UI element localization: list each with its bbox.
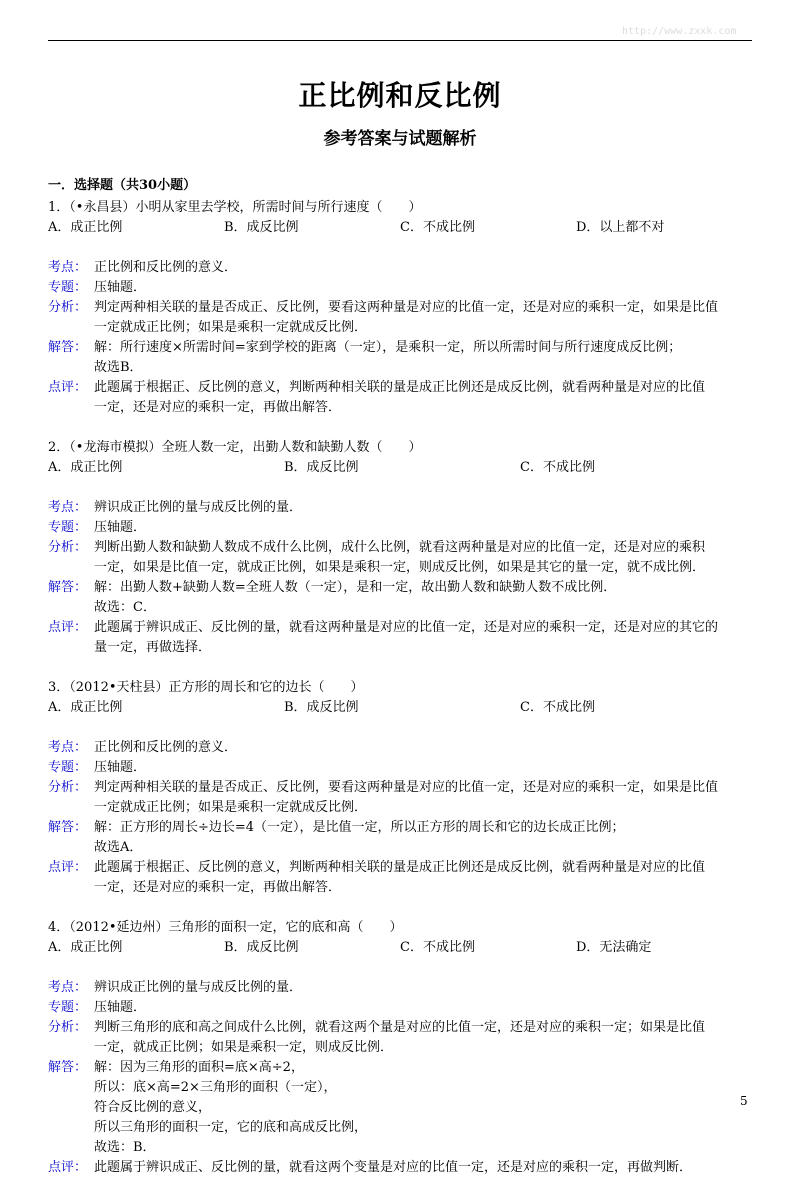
answer-option: C．不成比例 — [520, 460, 595, 475]
test-point-label: 考点： — [48, 260, 88, 275]
commentary-row — [48, 618, 754, 658]
page-number: 5 — [740, 1094, 748, 1108]
commentary-label: 点评： — [48, 380, 88, 395]
solution-line: 符合反比例的意义， — [94, 1100, 212, 1115]
answer-analysis — [48, 978, 754, 1178]
solution-line: 故选A． — [94, 840, 143, 855]
question-4 — [48, 918, 754, 1178]
answer-option: C．不成比例 — [400, 220, 475, 235]
test-point-label: 考点： — [48, 740, 88, 755]
analysis-line: 一定，就成正比例；如果是乘积一定，则成反比例． — [94, 1040, 394, 1055]
solution-row — [48, 818, 754, 858]
answer-analysis — [48, 738, 754, 898]
analysis-row — [48, 538, 754, 578]
solution-line: 解：正方形的周长÷边长=4（一定），是比值一定，所以正方形的周长和它的边长成正比例； — [94, 820, 625, 835]
test-point-text: 正比例和反比例的意义． — [94, 740, 238, 755]
commentary-line: 一定，还是对应的乘积一定，再做出解答． — [94, 400, 342, 415]
commentary-label: 点评： — [48, 1160, 88, 1175]
analysis-label: 分析： — [48, 540, 88, 555]
question-list — [48, 198, 754, 1178]
solution-text — [94, 578, 754, 618]
answer-options — [48, 218, 754, 238]
test-point-text: 辨识成正比例的量与成反比例的量． — [94, 500, 303, 515]
commentary-line: 量一定，再做选择． — [94, 640, 212, 655]
solution-text — [94, 1058, 754, 1158]
commentary-label: 点评： — [48, 860, 88, 875]
commentary-text — [94, 1158, 754, 1178]
topic-row — [48, 518, 754, 538]
analysis-line: 一定就成正比例；如果是乘积一定就成反比例． — [94, 800, 368, 815]
test-point-row — [48, 258, 754, 278]
test-point-text: 辨识成正比例的量与成反比例的量． — [94, 980, 303, 995]
topic-text: 压轴题． — [94, 280, 147, 295]
commentary-text — [94, 858, 754, 898]
topic-label: 专题： — [48, 520, 88, 535]
solution-label: 解答： — [48, 1060, 88, 1075]
question-stem: 1．（•永昌县）小明从家里去学校，所需时间与所行速度（ ） — [48, 200, 422, 215]
solution-row — [48, 1058, 754, 1158]
commentary-row — [48, 1158, 754, 1178]
analysis-line: 一定就成正比例；如果是乘积一定就成反比例． — [94, 320, 368, 335]
analysis-line: 判定两种相关联的量是否成正、反比例，要看这两种量是对应的比值一定，还是对应的乘积一定，如果是比值 — [94, 780, 719, 795]
solution-line: 解：因为三角形的面积=底×高÷2， — [94, 1060, 304, 1075]
topic-text: 压轴题． — [94, 520, 147, 535]
section-heading: 一．选择题（共30小题） — [48, 178, 197, 193]
analysis-label: 分析： — [48, 780, 88, 795]
answer-option: B．成反比例 — [224, 940, 299, 955]
answer-option: D．以上都不对 — [576, 220, 665, 235]
commentary-text — [94, 378, 754, 418]
content — [48, 176, 754, 1198]
solution-line: 故选B． — [94, 360, 143, 375]
analysis-line: 判断三角形的底和高之间成什么比例，就看这两个量是对应的比值一定，还是对应的乘积一定；如果是比值 — [94, 1020, 706, 1035]
commentary-line: 一定，还是对应的乘积一定，再做出解答． — [94, 880, 342, 895]
analysis-row — [48, 778, 754, 818]
test-point-row — [48, 738, 754, 758]
answer-option: A．成正比例 — [48, 940, 123, 955]
page-subtitle: 参考答案与试题解析 — [323, 129, 477, 149]
answer-option: B．成反比例 — [284, 700, 359, 715]
commentary-line: 此题属于辨识成正、反比例的量，就看这两种量是对应的比值一定，还是对应的乘积一定，还是对应的其它的 — [94, 620, 719, 635]
analysis-line: 一定，如果是比值一定，就成正比例，如果是乘积一定，则成反比例，如果是其它的量一定，就不成比例． — [94, 560, 706, 575]
test-point-label: 考点： — [48, 980, 88, 995]
solution-label: 解答： — [48, 340, 88, 355]
analysis-line: 判定两种相关联的量是否成正、反比例，要看这两种量是对应的比值一定，还是对应的乘积一定，如果是比值 — [94, 300, 719, 315]
answer-analysis — [48, 258, 754, 418]
answer-options — [48, 698, 754, 718]
solution-row — [48, 338, 754, 378]
test-point-row — [48, 498, 754, 518]
question-stem: 2．（•龙海市模拟）全班人数一定，出勤人数和缺勤人数（ ） — [48, 440, 422, 455]
answer-option: B．成反比例 — [284, 460, 359, 475]
solution-text — [94, 818, 754, 858]
answer-options — [48, 458, 754, 478]
commentary-row — [48, 378, 754, 418]
question-stem: 4．（2012•延边州）三角形的面积一定，它的底和高（ ） — [48, 920, 403, 935]
commentary-line: 此题属于辨识成正、反比例的量，就看这两个变量是对应的比值一定，还是对应的乘积一定，再做判断． — [94, 1160, 693, 1175]
question-3 — [48, 678, 754, 898]
page-title: 正比例和反比例 — [298, 79, 502, 112]
topic-label: 专题： — [48, 1000, 88, 1015]
commentary-line: 此题属于根据正、反比例的意义，判断两种相关联的量是成正比例还是成反比例，就看两种量是对应的比值 — [94, 380, 706, 395]
header-watermark: http://www.zxxk.com — [622, 26, 737, 37]
solution-label: 解答： — [48, 580, 88, 595]
question-2 — [48, 438, 754, 658]
topic-row — [48, 278, 754, 298]
answer-option: C．不成比例 — [400, 940, 475, 955]
topic-text: 压轴题． — [94, 760, 147, 775]
topic-label: 专题： — [48, 280, 88, 295]
answer-option: D．无法确定 — [576, 940, 652, 955]
solution-line: 解：所行速度×所需时间=家到学校的距离（一定），是乘积一定，所以所需时间与所行速度成反比例； — [94, 340, 682, 355]
answer-options — [48, 938, 754, 958]
topic-text: 压轴题． — [94, 1000, 147, 1015]
answer-option: C．不成比例 — [520, 700, 595, 715]
analysis-row — [48, 1018, 754, 1058]
answer-option: B．成反比例 — [224, 220, 299, 235]
answer-option: A．成正比例 — [48, 700, 123, 715]
test-point-text: 正比例和反比例的意义． — [94, 260, 238, 275]
topic-row — [48, 998, 754, 1018]
topic-row — [48, 758, 754, 778]
commentary-line: 此题属于根据正、反比例的意义，判断两种相关联的量是成正比例还是成反比例，就看两种量是对应的比值 — [94, 860, 706, 875]
answer-option: A．成正比例 — [48, 220, 123, 235]
solution-row — [48, 578, 754, 618]
analysis-label: 分析： — [48, 300, 88, 315]
topic-label: 专题： — [48, 760, 88, 775]
analysis-line: 判断出勤人数和缺勤人数成不成什么比例，成什么比例，就看这两种量是对应的比值一定，还是对应的乘积 — [94, 540, 706, 555]
solution-line: 故选：B． — [94, 1140, 156, 1155]
analysis-text — [94, 538, 754, 578]
solution-label: 解答： — [48, 820, 88, 835]
test-point-label: 考点： — [48, 500, 88, 515]
commentary-row — [48, 858, 754, 898]
answer-option: A．成正比例 — [48, 460, 123, 475]
test-point-row — [48, 978, 754, 998]
commentary-label: 点评： — [48, 620, 88, 635]
header-rule — [48, 40, 752, 41]
solution-line: 所以：底×高=2×三角形的面积（一定）， — [94, 1080, 337, 1095]
commentary-text — [94, 618, 754, 658]
question-1 — [48, 198, 754, 418]
answer-analysis — [48, 498, 754, 658]
solution-text — [94, 338, 754, 378]
analysis-text — [94, 778, 754, 818]
analysis-text — [94, 298, 754, 338]
analysis-row — [48, 298, 754, 338]
solution-line: 解：出勤人数+缺勤人数=全班人数（一定），是和一定，故出勤人数和缺勤人数不成比例． — [94, 580, 617, 595]
question-stem: 3．（2012•天柱县）正方形的周长和它的边长（ ） — [48, 680, 364, 695]
solution-line: 故选：C． — [94, 600, 156, 615]
analysis-label: 分析： — [48, 1020, 88, 1035]
analysis-text — [94, 1018, 754, 1058]
solution-line: 所以三角形的面积一定，它的底和高成反比例， — [94, 1120, 368, 1135]
